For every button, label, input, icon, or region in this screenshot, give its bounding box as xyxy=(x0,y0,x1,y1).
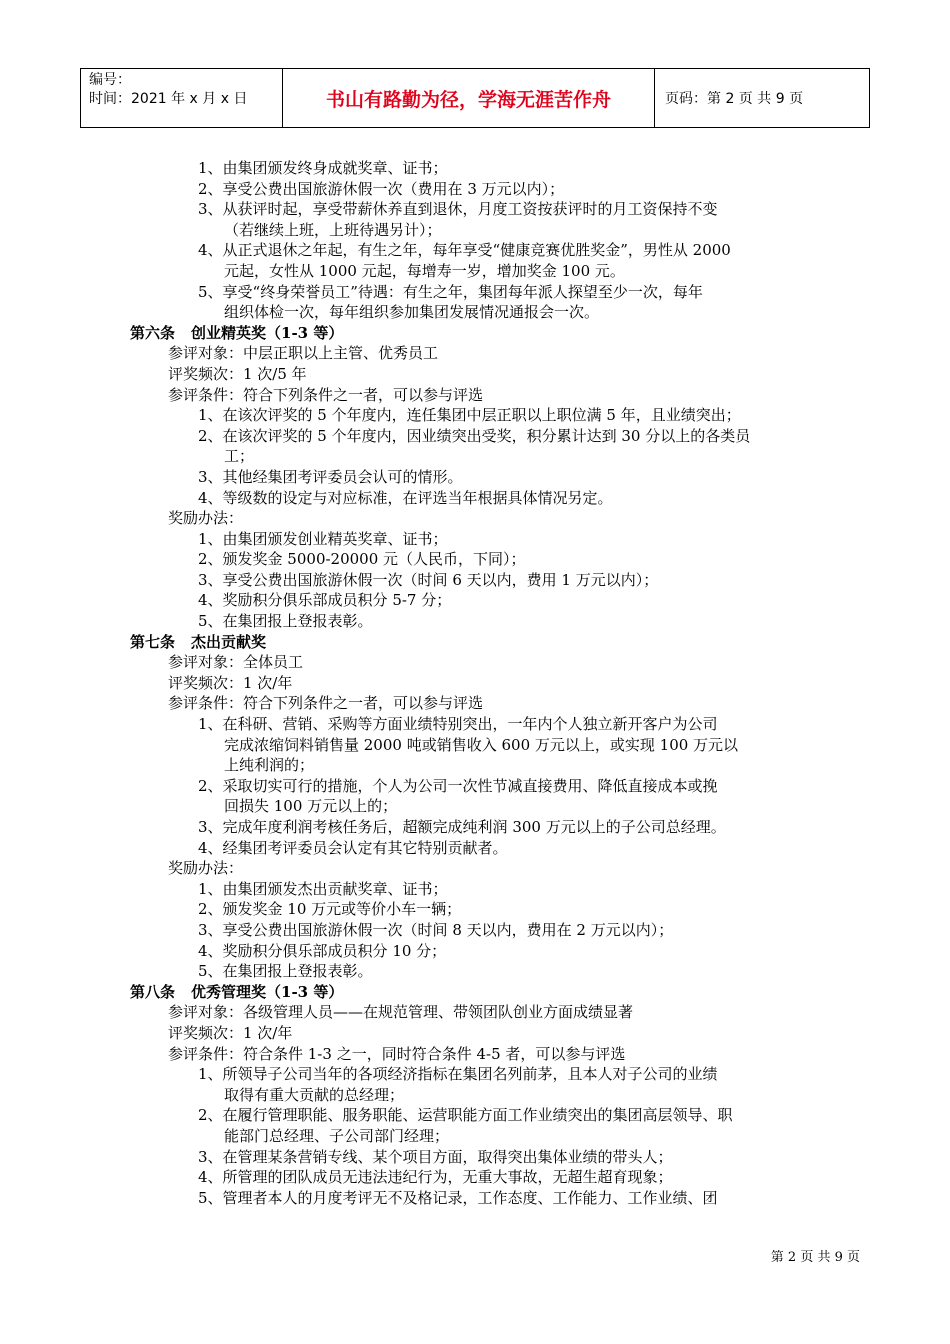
section-label: 参评对象：中层正职以上主管、优秀员工 xyxy=(168,344,439,363)
list-item: 5、在集团报上登报表彰。 xyxy=(198,612,373,631)
article-title: 创业精英奖（1-3 等） xyxy=(191,323,344,342)
list-item-continuation: 组织体检一次，每年组织参加集团发展情况通报会一次。 xyxy=(224,303,600,322)
article-heading xyxy=(130,323,870,344)
list-item: 1、在科研、营销、采购等方面业绩特别突出，一年内个人独立新开客户为公司 xyxy=(198,715,718,734)
list-item: 1、由集团颁发创业精英奖章、证书； xyxy=(198,529,448,548)
list-item-continuation: （若继续上班，上班待遇另计）； xyxy=(224,220,442,239)
list-item: 4、从正式退休之年起，有生之年，每年享受“健康竞赛优胜奖金”，男性从 2000 xyxy=(198,241,731,260)
section-label: 参评条件：符合条件 1-3 之一，同时符合条件 4-5 者，可以参与评选 xyxy=(168,1044,626,1063)
list-item: 4、奖励积分俱乐部成员积分 5-7 分； xyxy=(198,591,452,610)
page-footer: 第 2 页 共 9 页 xyxy=(770,1250,860,1265)
article-number: 第七条 xyxy=(130,632,176,651)
list-item: 3、其他经集团考评委员会认可的情形。 xyxy=(198,467,463,486)
list-item: 1、由集团颁发终身成就奖章、证书； xyxy=(198,159,448,177)
section-label: 参评条件：符合下列条件之一者，可以参与评选 xyxy=(168,385,484,404)
list-item: 1、由集团颁发杰出贡献奖章、证书； xyxy=(198,879,448,898)
list-item: 3、从获评时起，享受带薪休养直到退休，月度工资按获评时的月工资保持不变 xyxy=(198,200,718,219)
list-item: 4、奖励积分俱乐部成员积分 10 分； xyxy=(198,941,447,960)
section-label: 参评对象：各级管理人员——在规范管理、带领团队创业方面成绩显著 xyxy=(168,1003,634,1022)
list-item-continuation: 元起，女性从 1000 元起，每增寿一岁，增加奖金 100 元。 xyxy=(224,261,625,280)
header-time: 时间：2021 年 x 月 x 日 xyxy=(89,91,248,107)
header-page-number: 页码：第 2 页 共 9 页 xyxy=(665,91,804,107)
list-item: 3、享受公费出国旅游休假一次（时间 6 天以内，费用 1 万元以内）； xyxy=(198,570,659,589)
article-heading xyxy=(130,632,870,653)
header-number: 编号： xyxy=(89,72,131,88)
list-item: 2、在履行管理职能、服务职能、运营职能方面工作业绩突出的集团高层领导、职 xyxy=(198,1106,733,1125)
article-number: 第六条 xyxy=(130,323,176,342)
list-item: 4、经集团考评委员会认定有其它特别贡献者。 xyxy=(198,838,508,857)
section-label: 评奖频次：1 次/年 xyxy=(168,1023,293,1042)
header-motto: 书山有路勤为径，学海无涯苦作舟 xyxy=(283,69,655,127)
section-label: 评奖频次：1 次/年 xyxy=(168,673,293,692)
header-meta xyxy=(81,69,283,127)
article-title: 杰出贡献奖 xyxy=(191,632,267,651)
list-item: 4、等级数的设定与对应标准，在评选当年根据具体情况另定。 xyxy=(198,488,613,507)
list-item: 5、管理者本人的月度考评无不及格记录，工作态度、工作能力、工作业绩、团 xyxy=(198,1188,718,1207)
list-item: 1、在该次评奖的 5 个年度内，连任集团中层正职以上职位满 5 年，且业绩突出； xyxy=(198,406,741,425)
article-number: 第八条 xyxy=(130,982,176,1001)
page-header xyxy=(80,68,870,128)
list-item: 2、享受公费出国旅游休假一次（费用在 3 万元以内）； xyxy=(198,179,565,198)
section-label: 参评对象：全体员工 xyxy=(168,653,304,672)
list-item: 2、颁发奖金 5000-20000 元（人民币，下同）； xyxy=(198,550,526,569)
list-item: 2、在该次评奖的 5 个年度内，因业绩突出受奖，积分累计达到 30 分以上的各类员 xyxy=(198,426,751,445)
list-item: 3、完成年度利润考核任务后，超额完成纯利润 300 万元以上的子公司总经理。 xyxy=(198,818,726,836)
section-label: 奖励办法： xyxy=(168,859,244,878)
list-item: 5、在集团报上登报表彰。 xyxy=(198,962,373,981)
article-heading xyxy=(130,982,870,1003)
list-item-continuation: 能部门总经理、子公司部门经理； xyxy=(224,1126,450,1145)
list-item: 1、所领导子公司当年的各项经济指标在集团名列前茅，且本人对子公司的业绩 xyxy=(198,1065,718,1084)
list-item: 5、享受“终身荣誉员工”待遇：有生之年，集团每年派人探望至少一次，每年 xyxy=(198,282,703,301)
list-item: 2、颁发奖金 10 万元或等价小车一辆； xyxy=(198,900,462,919)
list-item-continuation: 取得有重大贡献的总经理； xyxy=(224,1085,405,1104)
list-item-continuation: 回损失 100 万元以上的； xyxy=(224,797,398,816)
document-body xyxy=(130,158,870,1208)
article-title: 优秀管理奖（1-3 等） xyxy=(191,982,344,1001)
section-label: 评奖频次：1 次/5 年 xyxy=(168,364,307,383)
list-item: 4、所管理的团队成员无违法违纪行为，无重大事故，无超生超育现象； xyxy=(198,1168,673,1187)
list-item: 2、采取切实可行的措施，个人为公司一次性节减直接费用、降低直接成本或挽 xyxy=(198,776,718,795)
list-item: 3、在管理某条营销专线、某个项目方面，取得突出集体业绩的带头人； xyxy=(198,1147,673,1166)
section-label: 奖励办法： xyxy=(168,509,244,528)
section-label: 参评条件：符合下列条件之一者，可以参与评选 xyxy=(168,694,484,713)
list-item-continuation: 完成浓缩饲料销售量 2000 吨或销售收入 600 万元以上，或实现 100 万元以 xyxy=(224,735,739,754)
list-item-continuation: 上纯利润的； xyxy=(224,756,315,775)
list-item: 3、享受公费出国旅游休假一次（时间 8 天以内，费用在 2 万元以内）； xyxy=(198,920,674,939)
list-item-continuation: 工； xyxy=(224,447,255,466)
